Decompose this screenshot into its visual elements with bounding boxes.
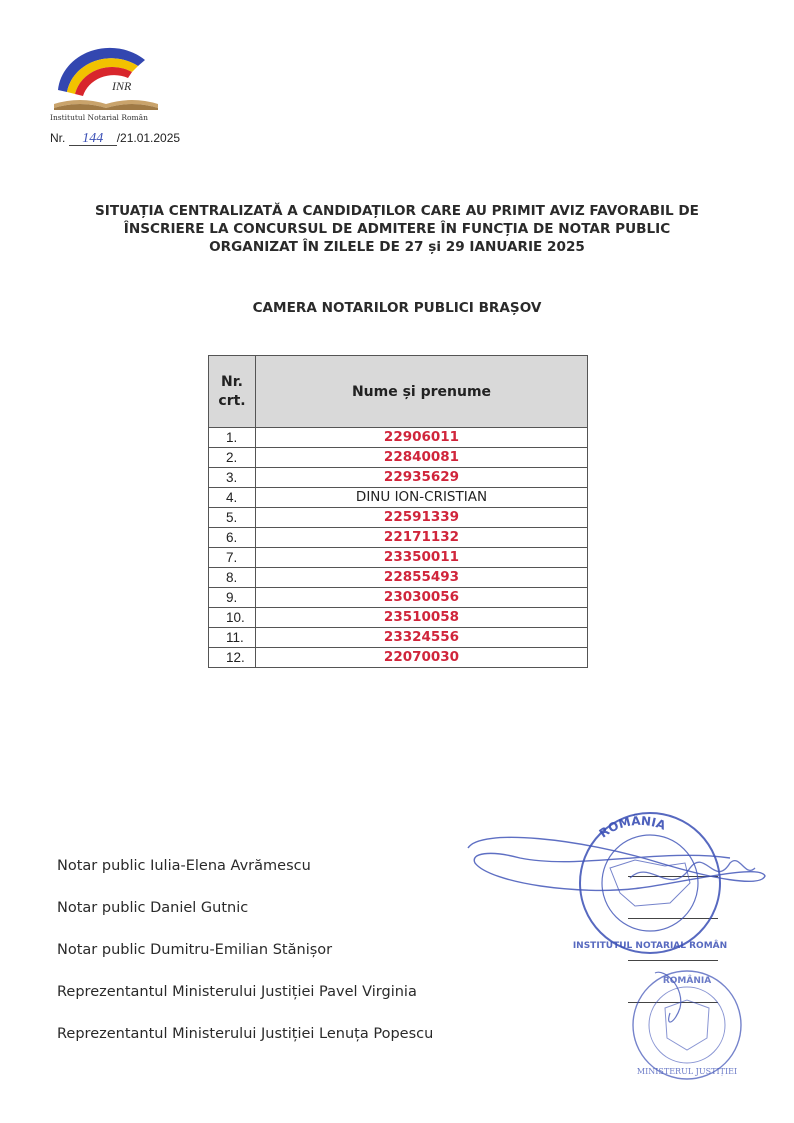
table-row — [209, 508, 588, 528]
table-row — [209, 648, 588, 668]
candidate-name: 22070030 — [256, 648, 588, 668]
row-number: 9. — [209, 588, 256, 608]
logo-text: INR — [112, 79, 132, 93]
col-nr-header — [209, 356, 256, 428]
row-number: 2. — [209, 448, 256, 468]
org-caption: Institutul Notarial Român — [50, 113, 148, 122]
row-number: 3. — [209, 468, 256, 488]
row-number: 1. — [209, 428, 256, 448]
col-nr-line-1: Nr. — [221, 373, 243, 390]
row-number: 11. — [209, 628, 256, 648]
table-row — [209, 628, 588, 648]
signer-4: Reprezentantul Ministerului Justiției Pavel Virginia — [57, 984, 417, 1000]
table-row — [209, 428, 588, 448]
stamp2-ring-text: MINISTERUL JUSTIȚIEI — [636, 1067, 738, 1076]
row-number: 5. — [209, 508, 256, 528]
candidate-name: 22906011 — [256, 428, 588, 448]
stamp1-ring-text: INSTITUTUL NOTARIAL ROMÂN — [572, 941, 728, 951]
table-header-row — [209, 356, 588, 428]
row-number: 10. — [209, 608, 256, 628]
table-row — [209, 568, 588, 588]
title-line-2: ÎNSCRIERE LA CONCURSUL DE ADMITERE ÎN FUNCȚIA DE NOTAR PUBLIC — [123, 221, 671, 237]
table-row — [209, 588, 588, 608]
signer-2: Notar public Daniel Gutnic — [57, 900, 249, 916]
signature-line-3 — [628, 960, 718, 961]
col-nr-line-2: crt. — [218, 392, 246, 409]
table-row — [209, 468, 588, 488]
candidate-name: 22591339 — [256, 508, 588, 528]
title-line-1: SITUAȚIA CENTRALIZATĂ A CANDIDAȚILOR CARE AU PRIMIT AVIZ FAVORABIL DE — [95, 203, 699, 219]
inr-stamp — [460, 808, 780, 958]
candidate-name: 23030056 — [256, 588, 588, 608]
candidate-name: 23350011 — [256, 548, 588, 568]
candidate-name: 22855493 — [256, 568, 588, 588]
candidate-name: 22935629 — [256, 468, 588, 488]
ref-date: /21.01.2025 — [116, 131, 181, 145]
row-number: 8. — [209, 568, 256, 588]
row-number: 6. — [209, 528, 256, 548]
stamp2-top-text: ROMÂNIA — [662, 976, 712, 986]
ref-number: 144 — [69, 132, 117, 146]
table-row — [209, 548, 588, 568]
table-row — [209, 528, 588, 548]
signer-1: Notar public Iulia-Elena Avrămescu — [57, 858, 311, 874]
row-number: 7. — [209, 548, 256, 568]
ministry-stamp — [625, 968, 750, 1083]
table-row — [209, 608, 588, 628]
candidate-name: 23324556 — [256, 628, 588, 648]
signers-list — [57, 858, 433, 1068]
signer-3: Notar public Dumitru-Emilian Stănișor — [57, 942, 333, 958]
candidate-name: 22171132 — [256, 528, 588, 548]
candidate-name: DINU ION-CRISTIAN — [256, 488, 588, 508]
ref-prefix: Nr. — [50, 131, 66, 145]
table-row — [209, 448, 588, 468]
reference-number — [50, 131, 180, 146]
candidate-name: 22840081 — [256, 448, 588, 468]
title-line-3: ORGANIZAT ÎN ZILELE DE 27 și 29 IANUARIE 2025 — [209, 239, 585, 255]
candidates-table — [208, 355, 588, 668]
document-title — [40, 202, 754, 256]
candidate-name: 23510058 — [256, 608, 588, 628]
stamp1-top-text: ROMÂNIA — [596, 813, 668, 841]
chamber-title: CAMERA NOTARILOR PUBLICI BRAȘOV — [252, 300, 542, 316]
signer-5: Reprezentantul Ministerului Justiției Lenuța Popescu — [57, 1026, 434, 1042]
col-name-header: Nume și prenume — [256, 356, 588, 428]
row-number: 4. — [209, 488, 256, 508]
table-row — [209, 488, 588, 508]
row-number: 12. — [209, 648, 256, 668]
